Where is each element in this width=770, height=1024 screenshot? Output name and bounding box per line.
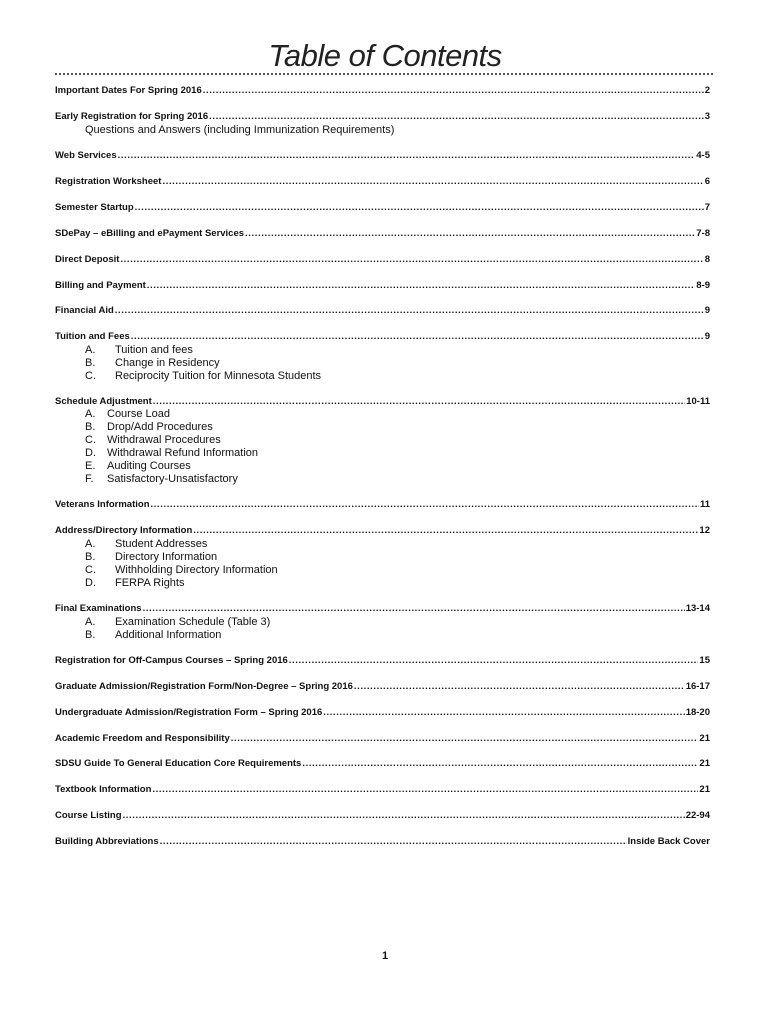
toc-entry [55, 732, 710, 746]
toc-subitem-text: Satisfactory-Unsatisfactory [107, 473, 238, 485]
dot-leader [153, 395, 685, 409]
toc-entry [55, 680, 710, 694]
toc-entry-note: Questions and Answers (including Immunization Requirements) [85, 124, 395, 136]
toc-subitem [85, 421, 213, 434]
toc-entry-label: Important Dates For Spring 2016 [55, 85, 202, 96]
toc-entry-label: Veterans Information [55, 499, 150, 510]
dot-leader [151, 498, 699, 512]
toc-subitem-letter: B. [85, 421, 96, 433]
dot-leader [118, 149, 696, 163]
toc-subitem [85, 551, 217, 564]
dot-leader [123, 809, 685, 823]
toc-subitem [85, 616, 270, 629]
toc-subitem-letter: A. [85, 408, 96, 420]
toc-entry-page: 21 [699, 733, 710, 744]
title-divider [55, 73, 713, 75]
dot-leader [323, 706, 684, 720]
toc-entry [55, 524, 710, 538]
toc-entry-label: SDePay – eBilling and ePayment Services [55, 228, 245, 239]
toc-subitem [85, 629, 221, 642]
toc-entry [55, 809, 710, 823]
dot-leader [152, 783, 698, 797]
toc-entry-page: 7-8 [696, 228, 710, 239]
toc-entry [55, 783, 710, 797]
toc-subitem-text: Withdrawal Refund Information [107, 447, 259, 459]
toc-subitem-letter: B. [85, 357, 96, 369]
toc-entry-page: 15 [699, 655, 710, 666]
toc-entry-page: Inside Back Cover [627, 836, 710, 847]
toc-entry-label: Registration Worksheet [55, 176, 162, 187]
toc-subitem-letter: D. [85, 447, 96, 459]
toc-entry [55, 279, 710, 293]
toc-entry-page: 8 [704, 254, 710, 265]
toc-entry-page: 9 [704, 331, 710, 342]
toc-entry [55, 110, 710, 124]
toc-entry [55, 706, 710, 720]
toc-entry-label: Course Listing [55, 810, 122, 821]
toc-subitem-text: Drop/Add Procedures [107, 421, 213, 433]
toc-entry-label: Schedule Adjustment [55, 396, 152, 407]
toc-subitem [85, 344, 193, 357]
toc-entry [55, 757, 710, 771]
toc-entry [55, 395, 710, 409]
toc-subitem-text: Withdrawal Procedures [107, 434, 221, 446]
toc-subitem-letter: B. [85, 551, 96, 563]
toc-entry-label: Early Registration for Spring 2016 [55, 111, 209, 122]
toc-entry-label: SDSU Guide To General Education Core Requirements [55, 758, 302, 769]
toc-subitem-letter: F. [85, 473, 94, 485]
dot-leader [354, 680, 685, 694]
toc-subitem-text: Examination Schedule (Table 3) [115, 616, 271, 628]
toc-entry-page: 4-5 [696, 150, 710, 161]
dot-leader [289, 654, 699, 668]
toc-entry-page: 6 [704, 176, 710, 187]
toc-subitem-text: Student Addresses [115, 538, 208, 550]
toc-subitem [85, 447, 258, 460]
toc-entry-label: Academic Freedom and Responsibility [55, 733, 230, 744]
toc-entry-label: Direct Deposit [55, 254, 120, 265]
toc-subitem [85, 564, 278, 577]
toc-subitem-letter: A. [85, 538, 96, 550]
toc-entry-page: 18-20 [685, 707, 710, 718]
toc-subitem-letter: E. [85, 460, 96, 472]
toc-entry [55, 654, 710, 668]
toc-entry [55, 201, 710, 215]
toc-subitem-letter: A. [85, 616, 96, 628]
toc-subitem [85, 370, 321, 383]
toc-entry-label: Semester Startup [55, 202, 134, 213]
toc-entry-page: 3 [704, 111, 710, 122]
page-number: 1 [381, 950, 389, 962]
toc-entry-label: Tuition and Fees [55, 331, 130, 342]
toc-entry-label: Address/Directory Information [55, 525, 193, 536]
toc-entry [55, 602, 710, 616]
toc-subitem-text: Directory Information [115, 551, 218, 563]
dot-leader [115, 304, 704, 318]
toc-entry-label: Financial Aid [55, 305, 114, 316]
dot-leader [203, 84, 704, 98]
toc-entry [55, 84, 710, 98]
toc-entry [55, 149, 710, 163]
dot-leader [231, 732, 699, 746]
toc-entry-page: 2 [704, 85, 710, 96]
toc-subitem-letter: D. [85, 577, 96, 589]
toc-entry [55, 330, 710, 344]
toc-subitem [85, 408, 170, 421]
toc-entry-label: Graduate Admission/Registration Form/Non-Degree – Spring 2016 [55, 681, 353, 692]
dot-leader [302, 757, 698, 771]
toc-entry [55, 253, 710, 267]
toc-subitem [85, 538, 207, 551]
toc-entry-page: 7 [704, 202, 710, 213]
toc-entry-label: Final Examinations [55, 603, 142, 614]
toc-subitem-text: FERPA Rights [115, 577, 185, 589]
toc-subitem-text: Tuition and fees [115, 344, 193, 356]
dot-leader [131, 330, 704, 344]
page-title: Table of Contents [268, 38, 502, 73]
toc-entry-label: Billing and Payment [55, 280, 146, 291]
toc-entry-page: 10-11 [686, 396, 710, 407]
toc-entry-label: Undergraduate Admission/Registration Form – Spring 2016 [55, 707, 323, 718]
toc-entry-page: 9 [704, 305, 710, 316]
toc-entry [55, 304, 710, 318]
dot-leader [162, 175, 703, 189]
toc-entry-page: 11 [699, 499, 710, 510]
toc-subitem-letter: C. [85, 564, 96, 576]
toc-entry [55, 175, 710, 189]
toc-entry [55, 498, 710, 512]
toc-subitem [85, 473, 238, 486]
dot-leader [193, 524, 698, 538]
toc-subitem-text: Additional Information [115, 629, 222, 641]
toc-subitem-letter: C. [85, 370, 96, 382]
toc-subitem [85, 434, 221, 447]
toc-subitem [85, 577, 185, 590]
toc-entry [55, 835, 710, 849]
toc-subitem-text: Withholding Directory Information [115, 564, 278, 576]
toc-entry-label: Web Services [55, 150, 117, 161]
toc-subitem-text: Course Load [107, 408, 170, 420]
toc-entry-page: 13-14 [685, 603, 710, 614]
toc-entry-label: Building Abbreviations [55, 836, 159, 847]
dot-leader [245, 227, 695, 241]
toc-subitem-letter: A. [85, 344, 96, 356]
toc-entry-label: Registration for Off-Campus Courses – Spring 2016 [55, 655, 288, 666]
toc-entry-page: 21 [699, 758, 710, 769]
dot-leader [209, 110, 704, 124]
toc-subitem [85, 460, 191, 473]
toc-subitem-text: Reciprocity Tuition for Minnesota Students [115, 370, 322, 382]
toc-subitem-letter: C. [85, 434, 96, 446]
toc-entry-page: 21 [699, 784, 710, 795]
toc-entry-page: 16-17 [685, 681, 710, 692]
toc-subitem-text: Auditing Courses [107, 460, 191, 472]
toc-subitem-letter: B. [85, 629, 96, 641]
toc-entry-label: Textbook Information [55, 784, 152, 795]
dot-leader [143, 602, 685, 616]
toc-entry-page: 22-94 [685, 810, 710, 821]
dot-leader [135, 201, 704, 215]
toc-subitem [85, 357, 220, 370]
dot-leader [120, 253, 703, 267]
toc-entry-page: 12 [699, 525, 710, 536]
toc-entry-page: 8-9 [696, 280, 710, 291]
dot-leader [147, 279, 695, 293]
toc-entry [55, 227, 710, 241]
toc-subitem-text: Change in Residency [115, 357, 220, 369]
dot-leader [160, 835, 627, 849]
